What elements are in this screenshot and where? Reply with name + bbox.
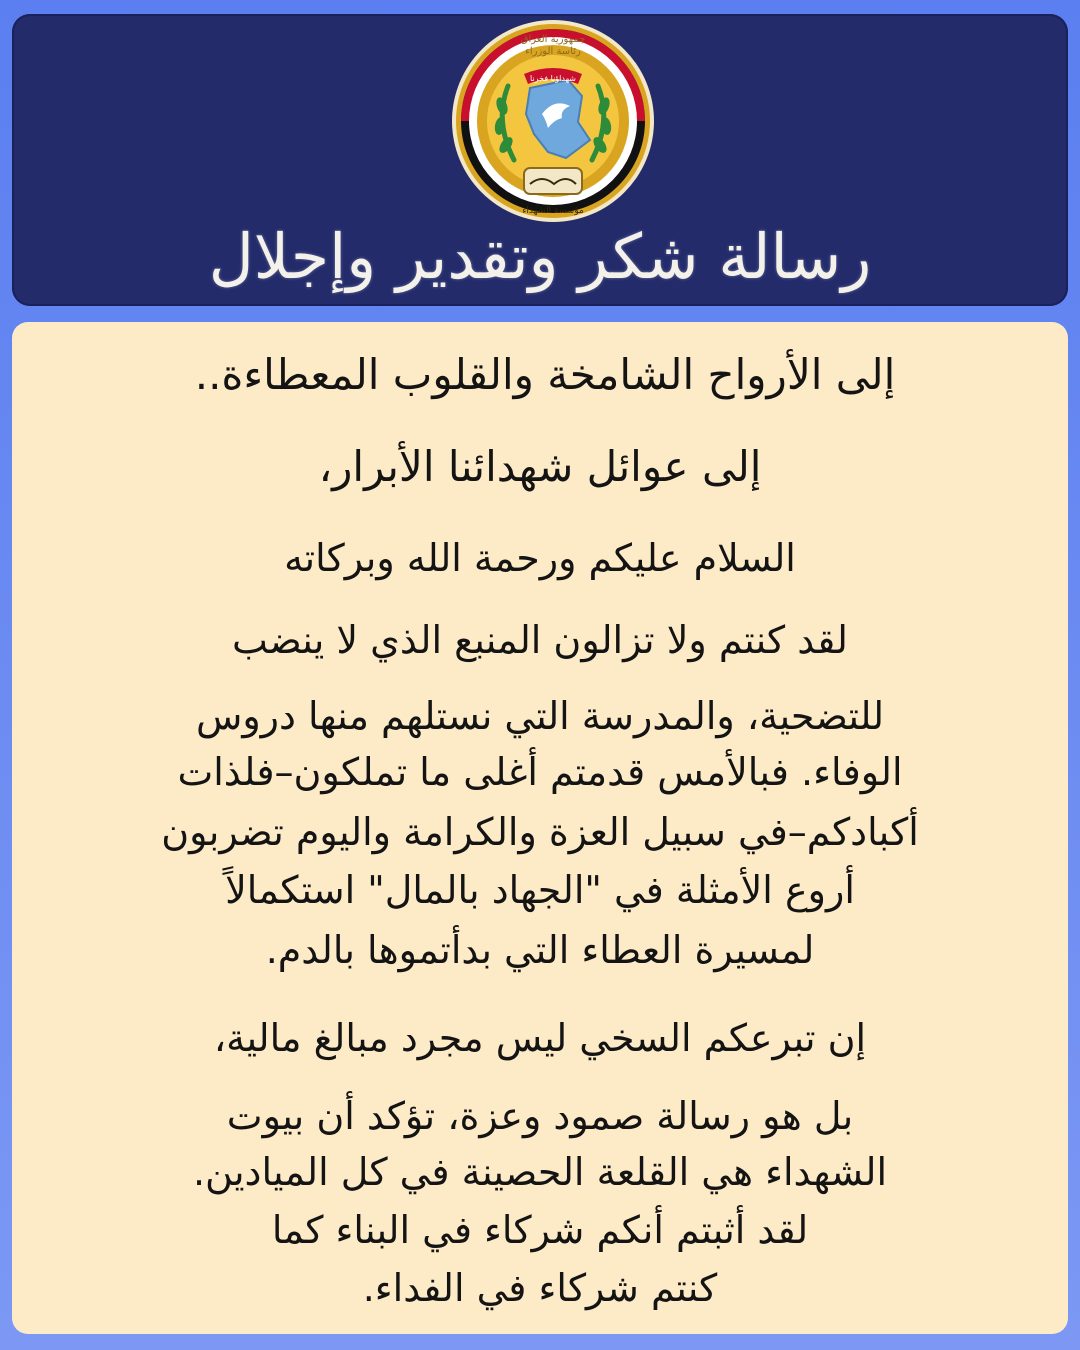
paragraph-line: أكبادكم–في سبيل العزة والكرامة واليوم تضربون <box>161 810 919 854</box>
seal-top-text: جمهورية العراق <box>520 34 586 45</box>
seal-second-text: رئاسة الوزراء <box>525 46 581 57</box>
ministry-seal-logo <box>450 18 656 224</box>
paragraph-line: بل هو رسالة صمود وعزة، تؤكد أن بيوت <box>226 1094 854 1138</box>
seal-bottom-text: مؤسسة الشهداء <box>522 206 584 216</box>
page-title: رسالة شكر وتقدير وإجلال <box>208 220 872 293</box>
seal-banner-text: شهداؤنا فخرنا <box>530 74 576 83</box>
paragraph-line: إن تبرعكم السخي ليس مجرد مبالغ مالية، <box>213 1016 867 1060</box>
greeting-line-2: إلى عوائل شهدائنا الأبرار، <box>318 442 762 491</box>
paragraph-line: الشهداء هي القلعة الحصينة في كل الميادين. <box>192 1150 888 1194</box>
salutation: السلام عليكم ورحمة الله وبركاته <box>284 536 796 580</box>
paragraph-line: لقد كنتم ولا تزالون المنبع الذي لا ينضب <box>232 618 848 662</box>
header-banner <box>12 14 1068 306</box>
paragraph-line: أروع الأمثلة في "الجهاد بالمال" استكمالاً <box>225 868 855 912</box>
greeting-line-1: إلى الأرواح الشامخة والقلوب المعطاءة.. <box>194 350 896 399</box>
paragraph-line: للتضحية، والمدرسة التي نستلهم منها دروس <box>195 694 885 738</box>
paragraph-line: لقد أثبتم أنكم شركاء في البناء كما <box>271 1208 809 1252</box>
paragraph-line: الوفاء. فبالأمس قدمتم أغلى ما تملكون–فلذات <box>177 750 903 794</box>
paragraph-line: لمسيرة العطاء التي بدأتموها بالدم. <box>265 928 815 972</box>
paragraph-line: كنتم شركاء في الفداء. <box>362 1266 718 1310</box>
